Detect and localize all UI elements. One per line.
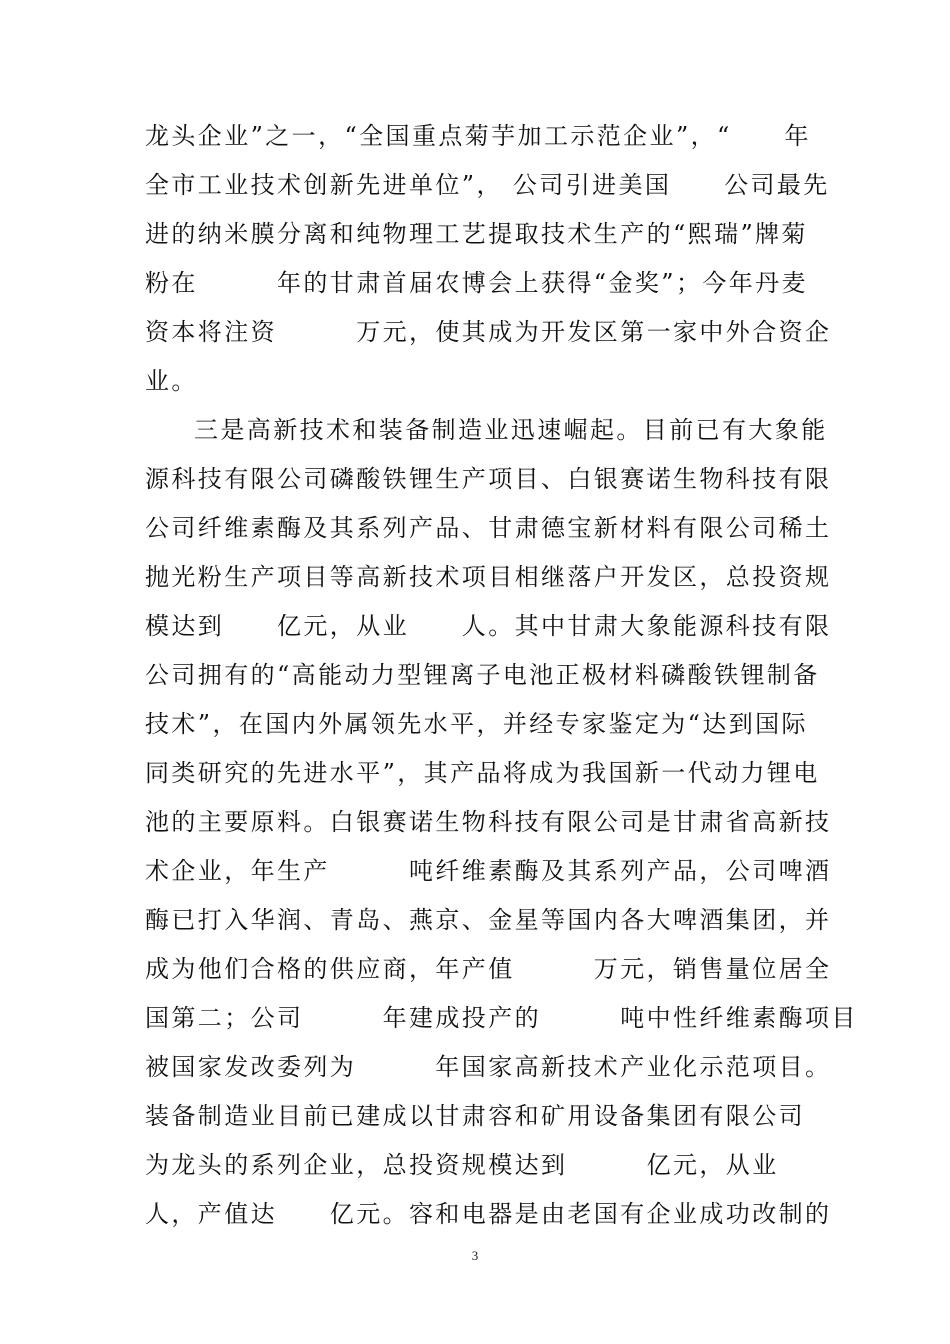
text-line: 被国家发改委列为 年国家高新技术产业化示范项目。 (145, 1053, 832, 1081)
text-line: 成为他们合格的供应商，年产值 万元，销售量位居全 (145, 955, 832, 983)
text-line: 龙头企业”之一，“全国重点菊芋加工示范企业”，“ 年 (145, 122, 811, 150)
text-line: 公司纤维素酶及其系列产品、甘肃德宝新材料有限公司稀土 (145, 514, 832, 542)
text-line: 术企业，年生产 吨纤维素酶及其系列产品，公司啤酒 (145, 857, 832, 885)
text-line: 同类研究的先进水平”，其产品将成为我国新一代动力锂电 (145, 759, 820, 787)
paragraph-first-line: 三是高新技术和装备制造业迅速崛起。目前已有大象能 (194, 416, 828, 444)
text-line: 进的纳米膜分离和纯物理工艺提取技术生产的“熙瑞”牌菊 (145, 220, 808, 248)
page-number: 3 (471, 1248, 479, 1263)
text-line: 模达到 亿元，从业 人。其中甘肃大象能源科技有限 (145, 612, 832, 640)
text-line: 资本将注资 万元，使其成为开发区第一家中外合资企 (145, 318, 832, 346)
text-line: 公司拥有的“高能动力型锂离子电池正极材料磷酸铁锂制备 (145, 661, 820, 689)
text-line: 业。 (145, 367, 198, 395)
text-line: 国第二；公司 年建成投产的 吨中性纤维素酶项目 (145, 1004, 858, 1032)
text-line: 粉在 年的甘肃首届农博会上获得“金奖”；今年丹麦 (145, 269, 808, 297)
text-line: 全市工业技术创新先进单位”， 公司引进美国 公司最先 (145, 171, 830, 199)
text-line: 人，产值达 亿元。容和电器是由老国有企业成功改制的 (145, 1200, 832, 1228)
text-line: 源科技有限公司磷酸铁锂生产项目、白银赛诺生物科技有限 (145, 465, 832, 493)
text-line: 池的主要原料。白银赛诺生物科技有限公司是甘肃省高新技 (145, 808, 832, 836)
text-line: 抛光粉生产项目等高新技术项目相继落户开发区，总投资规 (145, 563, 832, 591)
text-line: 酶已打入华润、青岛、燕京、金星等国内各大啤酒集团，并 (145, 906, 832, 934)
text-line: 技术”，在国内外属领先水平，并经专家鉴定为“达到国际 (145, 710, 808, 738)
text-line: 装备制造业目前已建成以甘肃容和矿用设备集团有限公司 (145, 1102, 805, 1130)
text-line: 为龙头的系列企业，总投资规模达到 亿元，从业 (145, 1151, 779, 1179)
